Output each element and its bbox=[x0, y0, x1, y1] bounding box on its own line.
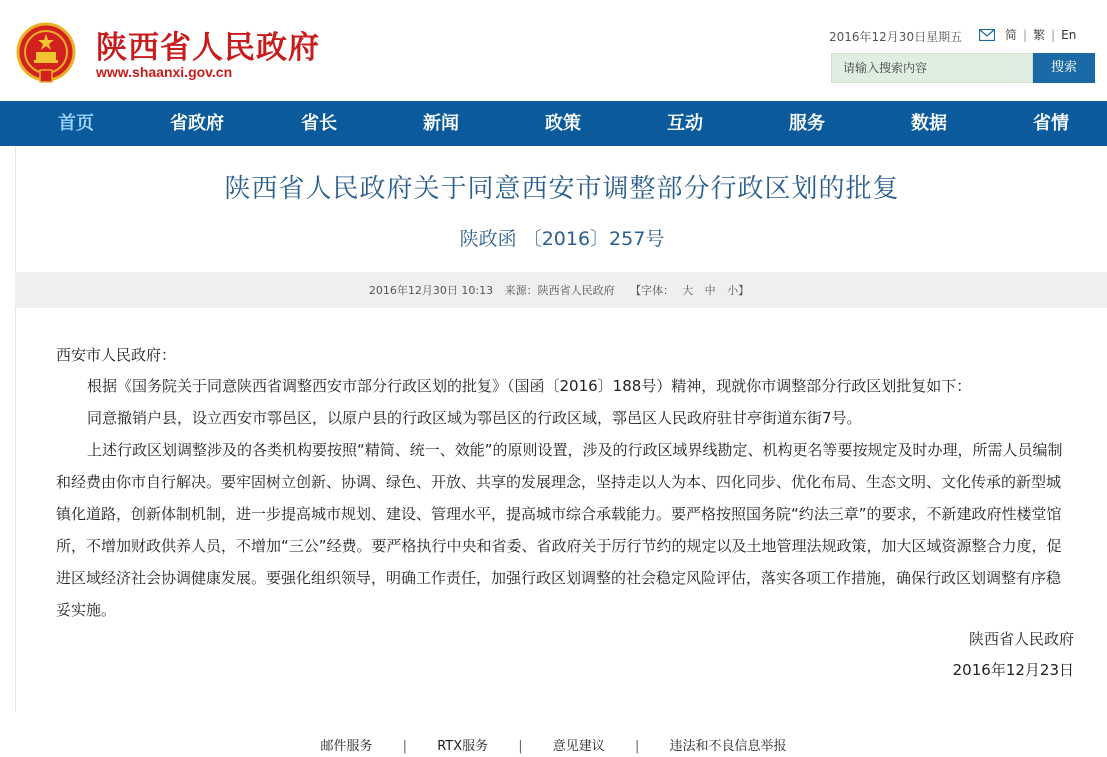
page-title: 陕西省人民政府关于同意西安市调整部分行政区划的批复 bbox=[224, 174, 900, 204]
nav-item-interaction[interactable]: 互动 bbox=[667, 113, 703, 134]
divider: | bbox=[402, 739, 408, 754]
current-date: 2016年12月30日星期五 bbox=[829, 30, 963, 44]
sign-date: 2016年12月23日 bbox=[952, 661, 1074, 679]
nav-item-policy[interactable]: 政策 bbox=[545, 113, 581, 134]
nav-item-service[interactable]: 服务 bbox=[789, 113, 825, 134]
national-emblem-icon[interactable] bbox=[16, 22, 76, 84]
divider: | bbox=[1023, 27, 1028, 42]
divider: | bbox=[518, 739, 523, 754]
footer-link-feedback[interactable]: 意见建议 bbox=[552, 739, 605, 754]
site-url[interactable]: www.shaanxi.gov.cn bbox=[96, 64, 233, 80]
document-number: 陕政函 〔2016〕257号 bbox=[459, 228, 665, 250]
nav-item-home[interactable]: 首页 bbox=[58, 113, 94, 134]
nav-item-province-info[interactable]: 省情 bbox=[1033, 113, 1069, 134]
language-switcher bbox=[979, 26, 1076, 43]
lang-english-link[interactable]: En bbox=[1061, 27, 1077, 42]
font-small-button[interactable]: 小】 bbox=[727, 284, 750, 297]
paragraph-2: 同意撤销户县，设立西安市鄠邑区，以原户县的行政区域为鄠邑区的行政区域，鄠邑区人民政府驻甘亭街道东街7号。 bbox=[87, 409, 862, 427]
nav-item-government[interactable]: 省政府 bbox=[170, 113, 224, 134]
divider: | bbox=[634, 739, 640, 754]
source: 来源：陕西省人民政府 bbox=[504, 284, 615, 297]
font-large-button[interactable]: 大 bbox=[682, 284, 694, 297]
article-header bbox=[15, 146, 1107, 272]
publish-time: 2016年12月30日 10:13 bbox=[368, 284, 494, 297]
site-footer bbox=[0, 712, 1107, 757]
signature: 陕西省人民政府 bbox=[968, 630, 1074, 648]
font-size-control bbox=[626, 284, 753, 297]
footer-links bbox=[0, 735, 1107, 754]
salutation: 西安市人民政府： bbox=[56, 346, 177, 364]
paragraph-3: 上述行政区划调整涉及的各类机构要按照“精简、统一、效能”的原则设置，涉及的行政区域界线勘定、机构更名等要按规定及时办理，所需人员编制和经费由你市自行解决。要牢固树立创新、协调、绿色、开放、共享的发展理念，坚持走以人为本、四化同步、优化布局、生态文明、文化传承的新型城镇化道路，创新体制机制，进一步提高城市规划、建设、管理水平，提高城市综合承载能力。要严格按照国务院“约法三章”的要求，不新建政府性楼堂馆所，不增加财政供养人员，不增加“三公”经费。要严格执行中央和省委、省政府关于厉行节约的规定以及土地管理法规政策，加大区域资源整合力度，促进区域经济社会协调健康发展。要强化组织领导，明确工作责任，加强行政区划调整的社会稳定风险评估，落实各项工作措施，确保行政区划调整有序稳妥实施。 bbox=[56, 441, 1063, 619]
nav-item-governor[interactable]: 省长 bbox=[301, 113, 337, 134]
mail-icon[interactable] bbox=[979, 29, 995, 41]
paragraph-1: 根据《国务院关于同意陕西省调整西安市部分行政区划的批复》（国函〔2016〕188号）精神，现就你市调整部分行政区划批复如下： bbox=[87, 377, 972, 395]
site-header bbox=[0, 0, 1107, 101]
search-input[interactable]: 请输入搜索内容 bbox=[831, 53, 1033, 83]
lang-traditional-link[interactable]: 繁 bbox=[1033, 28, 1046, 42]
main-nav bbox=[0, 101, 1107, 146]
search-button[interactable]: 搜索 bbox=[1033, 53, 1095, 83]
footer-link-rtx[interactable]: RTX服务 bbox=[437, 739, 489, 754]
article-body bbox=[15, 308, 1107, 712]
footer-link-mail[interactable]: 邮件服务 bbox=[320, 739, 373, 754]
divider: | bbox=[1051, 27, 1056, 42]
font-medium-button[interactable]: 中 bbox=[704, 284, 716, 297]
footer-link-report[interactable]: 违法和不良信息举报 bbox=[669, 739, 787, 754]
lang-simplified-link[interactable]: 简 bbox=[1005, 28, 1018, 42]
font-size-label: 【字体： bbox=[630, 284, 675, 297]
nav-item-news[interactable]: 新闻 bbox=[423, 113, 459, 134]
article-meta bbox=[15, 272, 1107, 308]
site-name[interactable]: 陕西省人民政府 bbox=[96, 30, 320, 66]
nav-item-data[interactable]: 数据 bbox=[911, 113, 947, 134]
